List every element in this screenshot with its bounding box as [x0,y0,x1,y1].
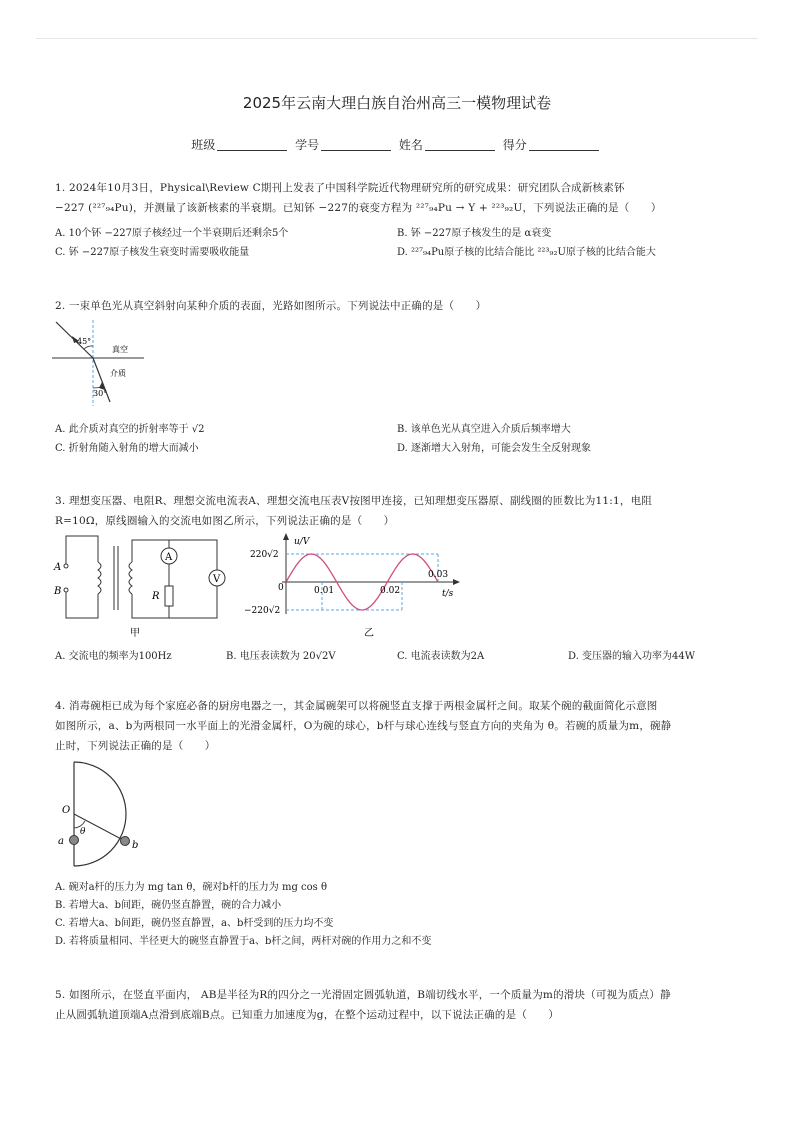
origin-label: 0 [278,583,284,593]
theta-label: θ [80,827,86,837]
question-5-stem: 5. 如图所示，在竖直平面内， AB是半径为R的四分之一光滑固定圆弧轨道，B端切线水平，一个质量为m的滑块（可视为质点）静 止从圆弧轨道顶端A点滑到底端B点。已知重力加速度为g，在整个运动过程中，以下说法正确的是（ ） [55,989,671,1021]
figure-a-caption: 甲 [130,628,140,639]
q3-option-b[interactable]: B. 电压表读数为 20√2V [226,651,336,662]
q3-option-d[interactable]: D. 变压器的输入功率为44W [568,651,696,662]
top-rule [36,38,758,39]
q4-option-a[interactable]: A. 碗对a杆的压力为 mg tan θ，碗对b杆的压力为 mg cos θ [55,882,327,893]
tick-0-03: 0.03 [428,570,449,580]
q2-option-b[interactable]: B. 该单色光从真空进入介质后频率增大 [397,424,571,435]
q4-option-c[interactable]: C. 若增大a、b间距，碗仍竖直静置，a、b杆受到的压力均不变 [55,918,334,929]
q3-option-a[interactable]: A. 交流电的频率为100Hz [55,651,172,662]
y-axis-label: u/V [294,537,310,547]
medium-label: 介质 [110,369,126,378]
student-info-bar [0,136,794,153]
terminal-b-label: B [54,586,62,597]
field-name[interactable]: 姓名 [399,136,499,153]
tick-0-01: 0.01 [314,586,335,596]
ammeter-label: A [165,552,173,563]
x-axis-label: t/s [442,589,454,599]
figure-b-caption: 乙 [364,628,374,639]
center-o-label: O [62,805,71,816]
question-2-stem: 2. 一束单色光从真空斜射向某种介质的表面，光路如图所示。下列说法中正确的是（ ） [55,300,487,312]
q2-option-d[interactable]: D. 逐渐增大入射角，可能会发生全反射现象 [397,443,592,454]
question-5 [55,985,745,1025]
refraction-diagram [52,318,152,408]
field-class[interactable]: 班级 [191,136,291,153]
angle-30-label: 30° [93,389,108,398]
q1-option-d[interactable]: D. ²²⁷₉₄Pu原子核的比结合能比 ²²³₉₂U原子核的比结合能大 [397,247,656,258]
q4-option-d[interactable]: D. 若将质量相同、半径更大的碗竖直静置于a、b杆之间，两杆对碗的作用力之和不变 [55,936,432,947]
voltage-waveform-graph [242,532,472,642]
voltmeter-label: V [213,574,221,585]
q1-option-b[interactable]: B. 钚 −227原子核发生的是 α衰变 [397,228,552,239]
q1-option-a[interactable]: A. 10个钚 −227原子核经过一个半衰期后还剩余5个 [55,228,289,239]
q2-option-c[interactable]: C. 折射角随入射角的增大而减小 [55,443,199,454]
terminal-a-label: A [54,562,62,573]
question-3-stem: 3. 理想变压器、电阻R、理想交流电流表A、理想交流电压表V按图甲连接，已知理想变压器原、副线圈的匝数比为11:1，电阻 R=10Ω，原线圈输入的交流电如图乙所示，下列说法正确的是（ ） [55,495,653,527]
field-score[interactable]: 得分 [503,136,603,153]
rod-a-label: a [58,836,64,847]
page-title: 2025年云南大理白族自治州高三一模物理试卷 [242,94,552,112]
field-student-id[interactable]: 学号 [295,136,395,153]
angle-45-label: 45° [77,337,92,346]
rod-b-label: b [132,840,139,851]
q3-option-c[interactable]: C. 电流表读数为2A [397,651,485,662]
bowl-on-rods-diagram [52,758,162,870]
question-3 [55,491,745,531]
question-1-stem: 1. 2024年10月3日，Physical\Review C期刊上发表了中国科学院近代物理研究所的研究成果：研究团队合成新核素钚 −227 (²²⁷₉₄Pu)，并测量了该新核素的半衰期。已知钚 −227的衰变方程为 ²²⁷₉₄Pu → Y + ²²³₉₂U，下列说法正确的是（ ） [55,182,662,214]
q2-option-a[interactable]: A. 此介质对真空的折射率等于 √2 [55,424,205,435]
question-2 [55,296,745,316]
question-4-stem: 4. 消毒碗柜已成为每个家庭必备的厨房电器之一，其金属碗架可以将碗竖直支撑于两根金属杆之间。取某个碗的截面简化示意图 如图所示，a、b为两根同一水平面上的光滑金属杆，O为碗的球心，b杆与球心连线与竖直方向的夹角为 θ。若碗的质量为m，碗静 止时，下列说法正确的是（ ） [55,700,672,752]
tick-0-02: 0.02 [380,586,401,596]
y-min-label: −220√2 [244,606,281,616]
transformer-circuit-diagram [52,532,232,642]
vacuum-label: 真空 [112,345,128,354]
y-max-label: 220√2 [250,550,279,560]
resistor-label: R [152,591,160,602]
question-1 [55,178,745,218]
q4-option-b[interactable]: B. 若增大a、b间距，碗仍竖直静置，碗的合力减小 [55,900,282,911]
question-4 [55,696,745,756]
q1-option-c[interactable]: C. 钚 −227原子核发生衰变时需要吸收能量 [55,247,250,258]
